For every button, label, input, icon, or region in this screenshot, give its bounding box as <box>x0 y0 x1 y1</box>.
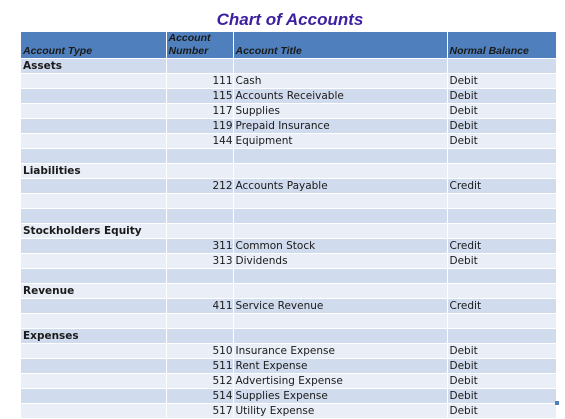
account-category-cell <box>21 404 166 419</box>
account-title-cell: Common Stock <box>233 239 447 254</box>
account-category-cell <box>21 134 166 149</box>
account-category-cell <box>21 314 166 329</box>
normal-balance-cell: Debit <box>447 344 556 359</box>
table-row <box>21 269 556 284</box>
account-title-cell <box>233 164 447 179</box>
account-number-cell: 144 <box>166 134 233 149</box>
account-category-cell <box>21 269 166 284</box>
account-title-cell <box>233 224 447 239</box>
account-number-cell <box>166 284 233 299</box>
account-number-cell: 212 <box>166 179 233 194</box>
account-category-cell <box>21 194 166 209</box>
normal-balance-cell <box>447 59 556 74</box>
normal-balance-cell <box>447 209 556 224</box>
account-number-cell: 517 <box>166 404 233 419</box>
account-title-cell: Prepaid Insurance <box>233 119 447 134</box>
account-title-cell: Supplies <box>233 104 447 119</box>
table-row <box>21 134 556 149</box>
account-title-cell: Equipment <box>233 134 447 149</box>
account-number-cell: 111 <box>166 74 233 89</box>
account-category-cell: Revenue <box>21 284 166 299</box>
table-row <box>21 224 556 239</box>
table-row <box>21 104 556 119</box>
account-category-cell <box>21 149 166 164</box>
table-row <box>21 404 556 419</box>
header-account-number-line1: Account <box>168 32 211 44</box>
table-row <box>21 359 556 374</box>
header-normal-balance: Normal Balance <box>447 32 556 59</box>
account-number-cell: 313 <box>166 254 233 269</box>
account-number-cell: 411 <box>166 299 233 314</box>
normal-balance-cell: Debit <box>447 389 556 404</box>
account-category-cell: Liabilities <box>21 164 166 179</box>
table-row <box>21 209 556 224</box>
table-row <box>21 149 556 164</box>
account-category-cell <box>21 179 166 194</box>
normal-balance-cell <box>447 194 556 209</box>
account-title-cell <box>233 314 447 329</box>
account-category-cell <box>21 74 166 89</box>
table-row <box>21 329 556 344</box>
account-number-cell <box>166 329 233 344</box>
account-number-cell <box>166 314 233 329</box>
normal-balance-cell <box>447 149 556 164</box>
header-account-number-line2: Number <box>168 45 209 57</box>
normal-balance-cell: Debit <box>447 119 556 134</box>
account-category-cell <box>21 374 166 389</box>
normal-balance-cell: Credit <box>447 239 556 254</box>
header-account-number <box>166 32 233 59</box>
account-title-cell <box>233 149 447 164</box>
table-row <box>21 59 556 74</box>
account-category-cell <box>21 209 166 224</box>
table-row <box>21 284 556 299</box>
normal-balance-cell <box>447 164 556 179</box>
normal-balance-cell <box>447 284 556 299</box>
table-row <box>21 89 556 104</box>
account-title-cell: Accounts Payable <box>233 179 447 194</box>
account-title-cell: Advertising Expense <box>233 374 447 389</box>
account-category-cell <box>21 254 166 269</box>
account-category-cell: Stockholders Equity <box>21 224 166 239</box>
table-row <box>21 254 556 269</box>
account-category-cell <box>21 299 166 314</box>
account-number-cell: 119 <box>166 119 233 134</box>
account-title-cell: Cash <box>233 74 447 89</box>
header-account-title: Account Title <box>233 32 447 59</box>
account-number-cell <box>166 164 233 179</box>
account-number-cell <box>166 224 233 239</box>
account-title-cell <box>233 209 447 224</box>
header-account-type: Account Type <box>21 32 166 59</box>
account-number-cell <box>166 194 233 209</box>
table-row <box>21 164 556 179</box>
account-title-cell <box>233 269 447 284</box>
table-row <box>21 239 556 254</box>
account-category-cell <box>21 119 166 134</box>
normal-balance-cell: Debit <box>447 254 556 269</box>
normal-balance-cell <box>447 224 556 239</box>
account-category-cell <box>21 104 166 119</box>
table-row <box>21 374 556 389</box>
account-number-cell: 311 <box>166 239 233 254</box>
normal-balance-cell: Debit <box>447 134 556 149</box>
account-number-cell: 117 <box>166 104 233 119</box>
account-title-cell: Dividends <box>233 254 447 269</box>
account-title-cell: Utility Expense <box>233 404 447 419</box>
resize-handle-icon[interactable] <box>555 401 559 405</box>
account-category-cell: Assets <box>21 59 166 74</box>
account-title-cell: Accounts Receivable <box>233 89 447 104</box>
normal-balance-cell <box>447 314 556 329</box>
account-title-cell <box>233 284 447 299</box>
account-category-cell <box>21 344 166 359</box>
account-category-cell: Expenses <box>21 329 166 344</box>
table-row <box>21 389 556 404</box>
normal-balance-cell <box>447 329 556 344</box>
account-category-cell <box>21 239 166 254</box>
account-number-cell <box>166 269 233 284</box>
account-number-cell <box>166 209 233 224</box>
table-row <box>21 74 556 89</box>
normal-balance-cell: Debit <box>447 89 556 104</box>
table-row <box>21 314 556 329</box>
account-title-cell: Supplies Expense <box>233 389 447 404</box>
normal-balance-cell: Debit <box>447 104 556 119</box>
chart-of-accounts-table <box>21 32 556 419</box>
account-number-cell: 514 <box>166 389 233 404</box>
normal-balance-cell: Debit <box>447 374 556 389</box>
account-number-cell <box>166 59 233 74</box>
account-category-cell <box>21 389 166 404</box>
table-row <box>21 119 556 134</box>
account-title-cell <box>233 329 447 344</box>
account-title-cell <box>233 194 447 209</box>
page-title: Chart of Accounts <box>216 10 364 29</box>
normal-balance-cell: Debit <box>447 404 556 419</box>
table-row <box>21 299 556 314</box>
normal-balance-cell: Debit <box>447 359 556 374</box>
account-number-cell: 511 <box>166 359 233 374</box>
account-title-cell: Service Revenue <box>233 299 447 314</box>
normal-balance-cell: Credit <box>447 179 556 194</box>
account-title-cell: Insurance Expense <box>233 344 447 359</box>
account-number-cell: 115 <box>166 89 233 104</box>
normal-balance-cell: Credit <box>447 299 556 314</box>
table-row <box>21 194 556 209</box>
account-title-cell <box>233 59 447 74</box>
account-number-cell: 510 <box>166 344 233 359</box>
normal-balance-cell: Debit <box>447 74 556 89</box>
table-header-row <box>21 32 556 59</box>
table-row <box>21 344 556 359</box>
account-number-cell: 512 <box>166 374 233 389</box>
account-title-cell: Rent Expense <box>233 359 447 374</box>
account-number-cell <box>166 149 233 164</box>
table-row <box>21 179 556 194</box>
normal-balance-cell <box>447 269 556 284</box>
account-category-cell <box>21 359 166 374</box>
account-category-cell <box>21 89 166 104</box>
